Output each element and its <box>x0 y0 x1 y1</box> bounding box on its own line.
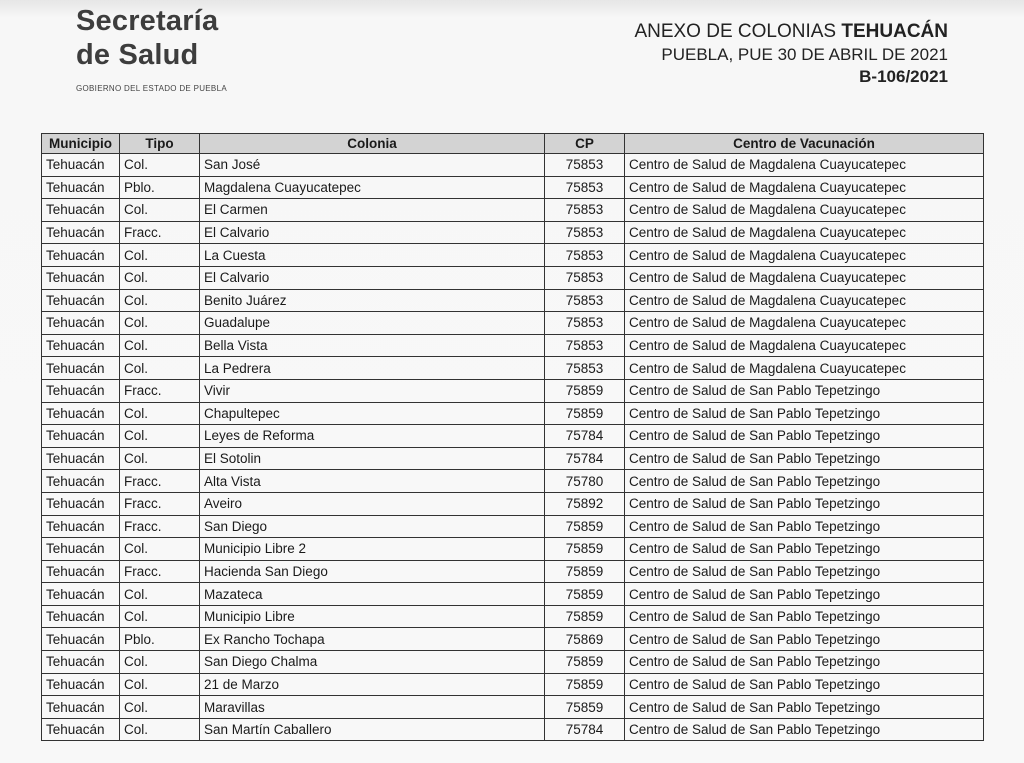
cell-centro-vacunacion: Centro de Salud de San Pablo Tepetzingo <box>625 718 984 741</box>
cell-tipo: Col. <box>120 425 200 448</box>
cell-cp: 75859 <box>545 379 625 402</box>
cell-colonia: Bella Vista <box>200 334 545 357</box>
cell-cp: 75853 <box>545 244 625 267</box>
cell-colonia: Leyes de Reforma <box>200 425 545 448</box>
cell-cp: 75859 <box>545 696 625 719</box>
table-row <box>42 651 984 674</box>
cell-colonia: 21 de Marzo <box>200 673 545 696</box>
cell-cp: 75853 <box>545 154 625 177</box>
cell-colonia: San Diego Chalma <box>200 651 545 674</box>
table-row <box>42 447 984 470</box>
cell-municipio: Tehuacán <box>42 651 120 674</box>
cell-cp: 75859 <box>545 583 625 606</box>
cell-centro-vacunacion: Centro de Salud de San Pablo Tepetzingo <box>625 583 984 606</box>
cell-colonia: El Carmen <box>200 199 545 222</box>
table-row <box>42 560 984 583</box>
table-row <box>42 492 984 515</box>
cell-tipo: Col. <box>120 605 200 628</box>
cell-tipo: Col. <box>120 696 200 719</box>
cell-centro-vacunacion: Centro de Salud de San Pablo Tepetzingo <box>625 673 984 696</box>
cell-municipio: Tehuacán <box>42 357 120 380</box>
cell-centro-vacunacion: Centro de Salud de San Pablo Tepetzingo <box>625 470 984 493</box>
cell-cp: 75859 <box>545 515 625 538</box>
cell-colonia: La Pedrera <box>200 357 545 380</box>
cell-municipio: Tehuacán <box>42 199 120 222</box>
cell-centro-vacunacion: Centro de Salud de Magdalena Cuayucatepec <box>625 154 984 177</box>
cell-cp: 75784 <box>545 718 625 741</box>
cell-cp: 75853 <box>545 176 625 199</box>
cell-centro-vacunacion: Centro de Salud de Magdalena Cuayucatepec <box>625 334 984 357</box>
cell-municipio: Tehuacán <box>42 673 120 696</box>
table-row <box>42 379 984 402</box>
table-body <box>42 154 984 741</box>
cell-municipio: Tehuacán <box>42 312 120 335</box>
cell-tipo: Col. <box>120 244 200 267</box>
cell-tipo: Fracc. <box>120 221 200 244</box>
cell-centro-vacunacion: Centro de Salud de San Pablo Tepetzingo <box>625 402 984 425</box>
cell-municipio: Tehuacán <box>42 379 120 402</box>
cell-centro-vacunacion: Centro de Salud de Magdalena Cuayucatepec <box>625 221 984 244</box>
cell-colonia: Magdalena Cuayucatepec <box>200 176 545 199</box>
cell-tipo: Col. <box>120 651 200 674</box>
cell-tipo: Col. <box>120 357 200 380</box>
table-row <box>42 176 984 199</box>
cell-cp: 75892 <box>545 492 625 515</box>
cell-cp: 75853 <box>545 221 625 244</box>
cell-cp: 75869 <box>545 628 625 651</box>
cell-colonia: Chapultepec <box>200 402 545 425</box>
document-header <box>634 20 948 88</box>
cell-municipio: Tehuacán <box>42 289 120 312</box>
document-date: PUEBLA, PUE 30 DE ABRIL DE 2021 <box>661 45 948 64</box>
cell-municipio: Tehuacán <box>42 605 120 628</box>
cell-municipio: Tehuacán <box>42 628 120 651</box>
logo-line-1: Secretaría <box>76 5 219 37</box>
cell-cp: 75780 <box>545 470 625 493</box>
cell-cp: 75859 <box>545 402 625 425</box>
logo-line-2: de Salud <box>76 39 199 71</box>
cell-centro-vacunacion: Centro de Salud de Magdalena Cuayucatepec <box>625 244 984 267</box>
cell-centro-vacunacion: Centro de Salud de San Pablo Tepetzingo <box>625 447 984 470</box>
table-row <box>42 357 984 380</box>
cell-colonia: Alta Vista <box>200 470 545 493</box>
table-row <box>42 199 984 222</box>
cell-colonia: Municipio Libre <box>200 605 545 628</box>
cell-colonia: San José <box>200 154 545 177</box>
cell-centro-vacunacion: Centro de Salud de Magdalena Cuayucatepec <box>625 176 984 199</box>
cell-tipo: Col. <box>120 199 200 222</box>
cell-cp: 75853 <box>545 289 625 312</box>
table-row <box>42 334 984 357</box>
table-row <box>42 538 984 561</box>
cell-tipo: Col. <box>120 266 200 289</box>
table-row <box>42 696 984 719</box>
cell-colonia: Mazateca <box>200 583 545 606</box>
cell-cp: 75859 <box>545 651 625 674</box>
cell-tipo: Pblo. <box>120 176 200 199</box>
table-row <box>42 470 984 493</box>
cell-tipo: Col. <box>120 447 200 470</box>
cell-municipio: Tehuacán <box>42 718 120 741</box>
header-municipio: Municipio <box>42 134 120 154</box>
cell-colonia: Hacienda San Diego <box>200 560 545 583</box>
table-row <box>42 154 984 177</box>
table-row <box>42 583 984 606</box>
cell-tipo: Fracc. <box>120 379 200 402</box>
table-row <box>42 312 984 335</box>
cell-tipo: Col. <box>120 334 200 357</box>
cell-tipo: Pblo. <box>120 628 200 651</box>
cell-colonia: San Martín Caballero <box>200 718 545 741</box>
cell-cp: 75859 <box>545 560 625 583</box>
cell-cp: 75859 <box>545 673 625 696</box>
cell-municipio: Tehuacán <box>42 334 120 357</box>
table-row <box>42 605 984 628</box>
table-row <box>42 425 984 448</box>
cell-municipio: Tehuacán <box>42 176 120 199</box>
cell-cp: 75784 <box>545 447 625 470</box>
cell-centro-vacunacion: Centro de Salud de Magdalena Cuayucatepec <box>625 266 984 289</box>
cell-centro-vacunacion: Centro de Salud de San Pablo Tepetzingo <box>625 425 984 448</box>
cell-centro-vacunacion: Centro de Salud de Magdalena Cuayucatepec <box>625 357 984 380</box>
cell-municipio: Tehuacán <box>42 492 120 515</box>
cell-centro-vacunacion: Centro de Salud de San Pablo Tepetzingo <box>625 651 984 674</box>
table-row <box>42 221 984 244</box>
cell-centro-vacunacion: Centro de Salud de San Pablo Tepetzingo <box>625 515 984 538</box>
cell-colonia: Benito Juárez <box>200 289 545 312</box>
cell-municipio: Tehuacán <box>42 154 120 177</box>
document-title <box>634 20 948 44</box>
cell-tipo: Col. <box>120 312 200 335</box>
table-row <box>42 289 984 312</box>
cell-tipo: Fracc. <box>120 515 200 538</box>
title-city: TEHUACÁN <box>841 21 948 42</box>
title-prefix: ANEXO DE COLONIAS <box>634 21 842 42</box>
cell-municipio: Tehuacán <box>42 583 120 606</box>
table-row <box>42 515 984 538</box>
cell-centro-vacunacion: Centro de Salud de San Pablo Tepetzingo <box>625 379 984 402</box>
cell-colonia: El Calvario <box>200 266 545 289</box>
cell-municipio: Tehuacán <box>42 221 120 244</box>
cell-municipio: Tehuacán <box>42 515 120 538</box>
cell-centro-vacunacion: Centro de Salud de San Pablo Tepetzingo <box>625 605 984 628</box>
cell-cp: 75853 <box>545 334 625 357</box>
cell-centro-vacunacion: Centro de Salud de San Pablo Tepetzingo <box>625 696 984 719</box>
cell-tipo: Col. <box>120 289 200 312</box>
cell-colonia: Aveiro <box>200 492 545 515</box>
cell-cp: 75859 <box>545 605 625 628</box>
document-code: B-106/2021 <box>859 67 948 86</box>
cell-tipo: Fracc. <box>120 470 200 493</box>
cell-tipo: Col. <box>120 673 200 696</box>
cell-cp: 75859 <box>545 538 625 561</box>
cell-tipo: Col. <box>120 718 200 741</box>
cell-municipio: Tehuacán <box>42 538 120 561</box>
header-colonia: Colonia <box>200 134 545 154</box>
cell-colonia: Ex Rancho Tochapa <box>200 628 545 651</box>
cell-cp: 75853 <box>545 266 625 289</box>
cell-tipo: Col. <box>120 583 200 606</box>
cell-cp: 75853 <box>545 199 625 222</box>
cell-municipio: Tehuacán <box>42 447 120 470</box>
cell-centro-vacunacion: Centro de Salud de San Pablo Tepetzingo <box>625 560 984 583</box>
table-row <box>42 266 984 289</box>
cell-centro-vacunacion: Centro de Salud de Magdalena Cuayucatepec <box>625 199 984 222</box>
cell-municipio: Tehuacán <box>42 696 120 719</box>
table-row <box>42 244 984 267</box>
cell-colonia: Vivir <box>200 379 545 402</box>
cell-centro-vacunacion: Centro de Salud de San Pablo Tepetzingo <box>625 492 984 515</box>
cell-centro-vacunacion: Centro de Salud de San Pablo Tepetzingo <box>625 538 984 561</box>
header-centro-vacunacion: Centro de Vacunación <box>625 134 984 154</box>
cell-cp: 75853 <box>545 357 625 380</box>
colonias-table <box>41 133 984 741</box>
cell-tipo: Col. <box>120 402 200 425</box>
cell-centro-vacunacion: Centro de Salud de Magdalena Cuayucatepec <box>625 289 984 312</box>
cell-municipio: Tehuacán <box>42 244 120 267</box>
header-tipo: Tipo <box>120 134 200 154</box>
cell-cp: 75784 <box>545 425 625 448</box>
secretaria-de-salud-logo <box>76 4 227 93</box>
cell-tipo: Col. <box>120 538 200 561</box>
cell-municipio: Tehuacán <box>42 266 120 289</box>
cell-colonia: El Sotolin <box>200 447 545 470</box>
cell-municipio: Tehuacán <box>42 425 120 448</box>
cell-municipio: Tehuacán <box>42 560 120 583</box>
cell-tipo: Fracc. <box>120 560 200 583</box>
cell-colonia: Municipio Libre 2 <box>200 538 545 561</box>
cell-cp: 75853 <box>545 312 625 335</box>
cell-centro-vacunacion: Centro de Salud de San Pablo Tepetzingo <box>625 628 984 651</box>
cell-tipo: Col. <box>120 154 200 177</box>
cell-colonia: Maravillas <box>200 696 545 719</box>
header-cp: CP <box>545 134 625 154</box>
table-row <box>42 673 984 696</box>
table-row <box>42 628 984 651</box>
cell-colonia: La Cuesta <box>200 244 545 267</box>
cell-municipio: Tehuacán <box>42 402 120 425</box>
cell-centro-vacunacion: Centro de Salud de Magdalena Cuayucatepec <box>625 312 984 335</box>
table-row <box>42 402 984 425</box>
cell-colonia: San Diego <box>200 515 545 538</box>
cell-tipo: Fracc. <box>120 492 200 515</box>
cell-municipio: Tehuacán <box>42 470 120 493</box>
cell-colonia: Guadalupe <box>200 312 545 335</box>
table-row <box>42 718 984 741</box>
table-header-row <box>42 134 984 154</box>
logo-subtitle: GOBIERNO DEL ESTADO DE PUEBLA <box>76 84 227 93</box>
cell-colonia: El Calvario <box>200 221 545 244</box>
